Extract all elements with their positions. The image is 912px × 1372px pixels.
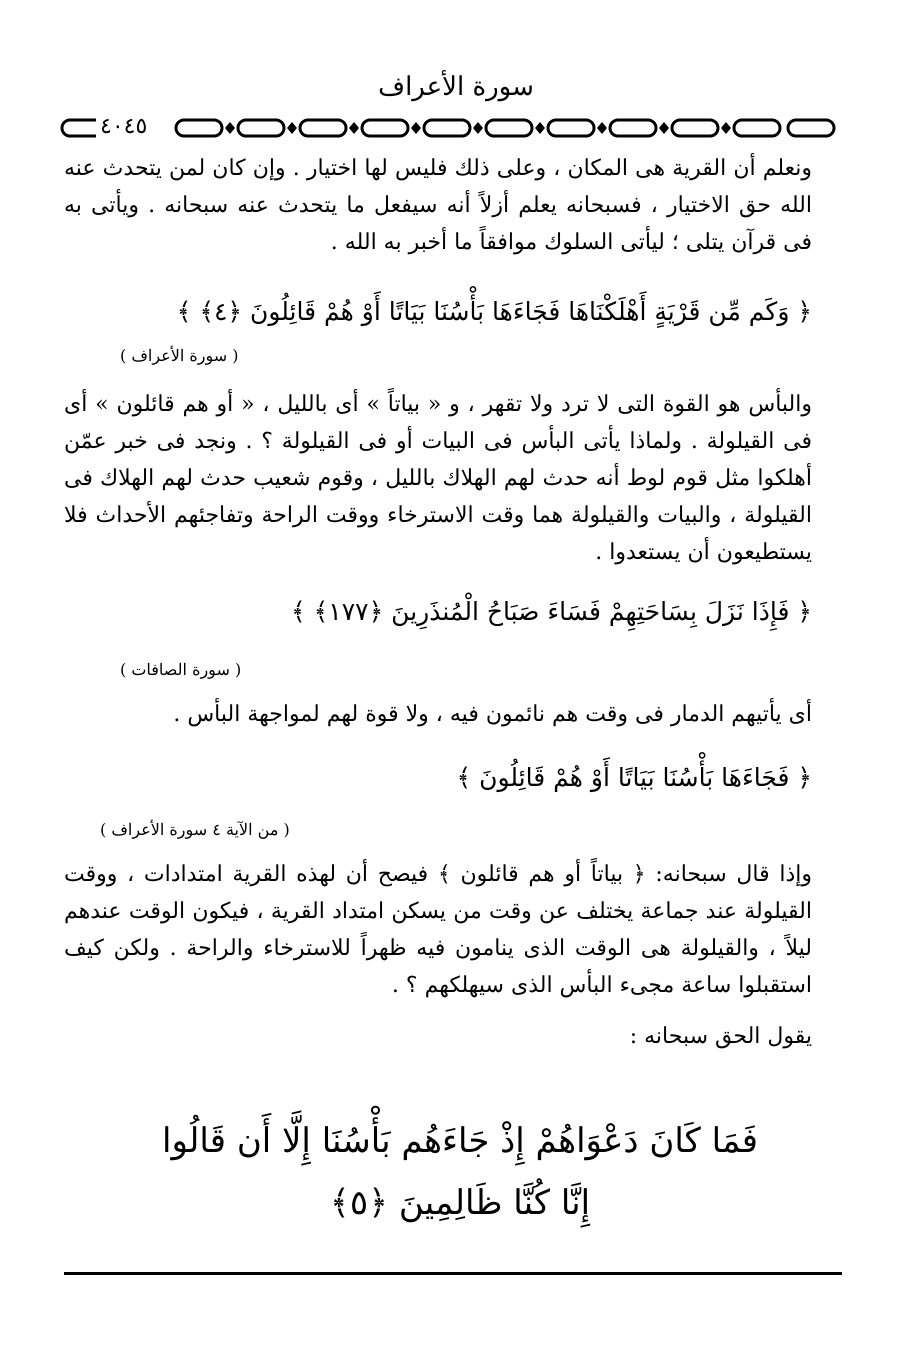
quran-verse-final-line-2: إِنَّا كُنَّا ظَالِمِينَ ﴿٥﴾	[329, 1183, 591, 1223]
paragraph-1: ونعلم أن القرية هى المكان ، وعلى ذلك فليس لها اختيار . وإن كان لمن يتحدث عنه الله حق الاختيار ، فسبحانه يعلم أزلاً أنه سيفعل ما يتحدث عنه سبحانه . ويأتى به فى قرآن يتلى ؛ ليأتى السلوك موافقاً ما أخبر به الله .	[64, 156, 812, 255]
quran-verse-final-line-1: فَمَا كَانَ دَعْوَاهُمْ إِذْ جَاءَهُم بَأْسُنَا إِلَّا أَن قَالُوا	[162, 1121, 758, 1161]
quran-verse-2: ﴿ فَإِذَا نَزَلَ بِسَاحَتِهِمْ فَسَاءَ صَبَاحُ الْمُنذَرِينَ ﴿١٧٧﴾ ﴾	[291, 597, 812, 626]
verse-reference-1	[120, 344, 820, 368]
paragraph-4: وإذا قال سبحانه: ﴿ بياتاً أو هم قائلون ﴾ فيصح أن لهذه القرية امتدادات ، ووقت القيلولة عند جماعة يختلف عن وقت من يسكن امتداد القرية ، فيكون الوقت عندهم ليلاً ، والقيلولة هى الوقت الذى ينامون فيه ظهراً للاسترخاء والراحة . ولكن كيف استقبلوا ساعة مجىء البأس الذى سيهلكهم ؟ .	[64, 862, 812, 998]
footer-rule	[64, 1272, 842, 1275]
paragraph-5: يقول الحق سبحانه :	[629, 1024, 812, 1049]
paragraph-3: أى يأتيهم الدمار فى وقت هم نائمون فيه ، ولا قوة لهم لمواجهة البأس .	[173, 702, 812, 727]
quran-verse-3: ﴿ فَجَاءَهَا بَأْسُنَا بَيَاتًا أَوْ هُمْ قَائِلُونَ ﴾	[456, 763, 812, 792]
quran-verse-1: ﴿ وَكَم مِّن قَرْيَةٍ أَهْلَكْنَاهَا فَجَاءَهَا بَأْسُنَا بَيَاتًا أَوْ هُمْ قَائِلُونَ ﴿٤﴾ ﴾	[176, 297, 812, 326]
verse-reference-3	[100, 818, 800, 842]
ornamental-header-rule	[58, 112, 838, 144]
verse-reference-2-text: ( سورة الصافات )	[120, 660, 242, 679]
surah-title: سورة الأعراف	[378, 72, 534, 102]
quran-verse-final	[100, 1110, 820, 1234]
verse-reference-3-text: ( من الآية ٤ سورة الأعراف )	[100, 820, 290, 839]
verse-reference-2	[120, 658, 820, 682]
verse-reference-1-text: ( سورة الأعراف )	[120, 346, 239, 365]
page-number: ٤٠٤٥	[96, 114, 151, 139]
paragraph-2: والبأس هو القوة التى لا ترد ولا تقهر ، و « بياتاً » أى بالليل ، « أو هم قائلون » أى فى القيلولة . ولماذا يأتى البأس فى البيات أو فى القيلولة ؟ . ونجد فى خبر عمّن أهلكوا مثل قوم لوط أنه حدث لهم الهلاك بالليل ، وقوم شعيب حدث لهم الهلاك فى القيلولة ، والبيات والقيلولة هما وقت الاسترخاء ووقت الراحة وتفاجئهم الأحداث فلا يستطيعون أن يستعدوا .	[64, 392, 812, 565]
